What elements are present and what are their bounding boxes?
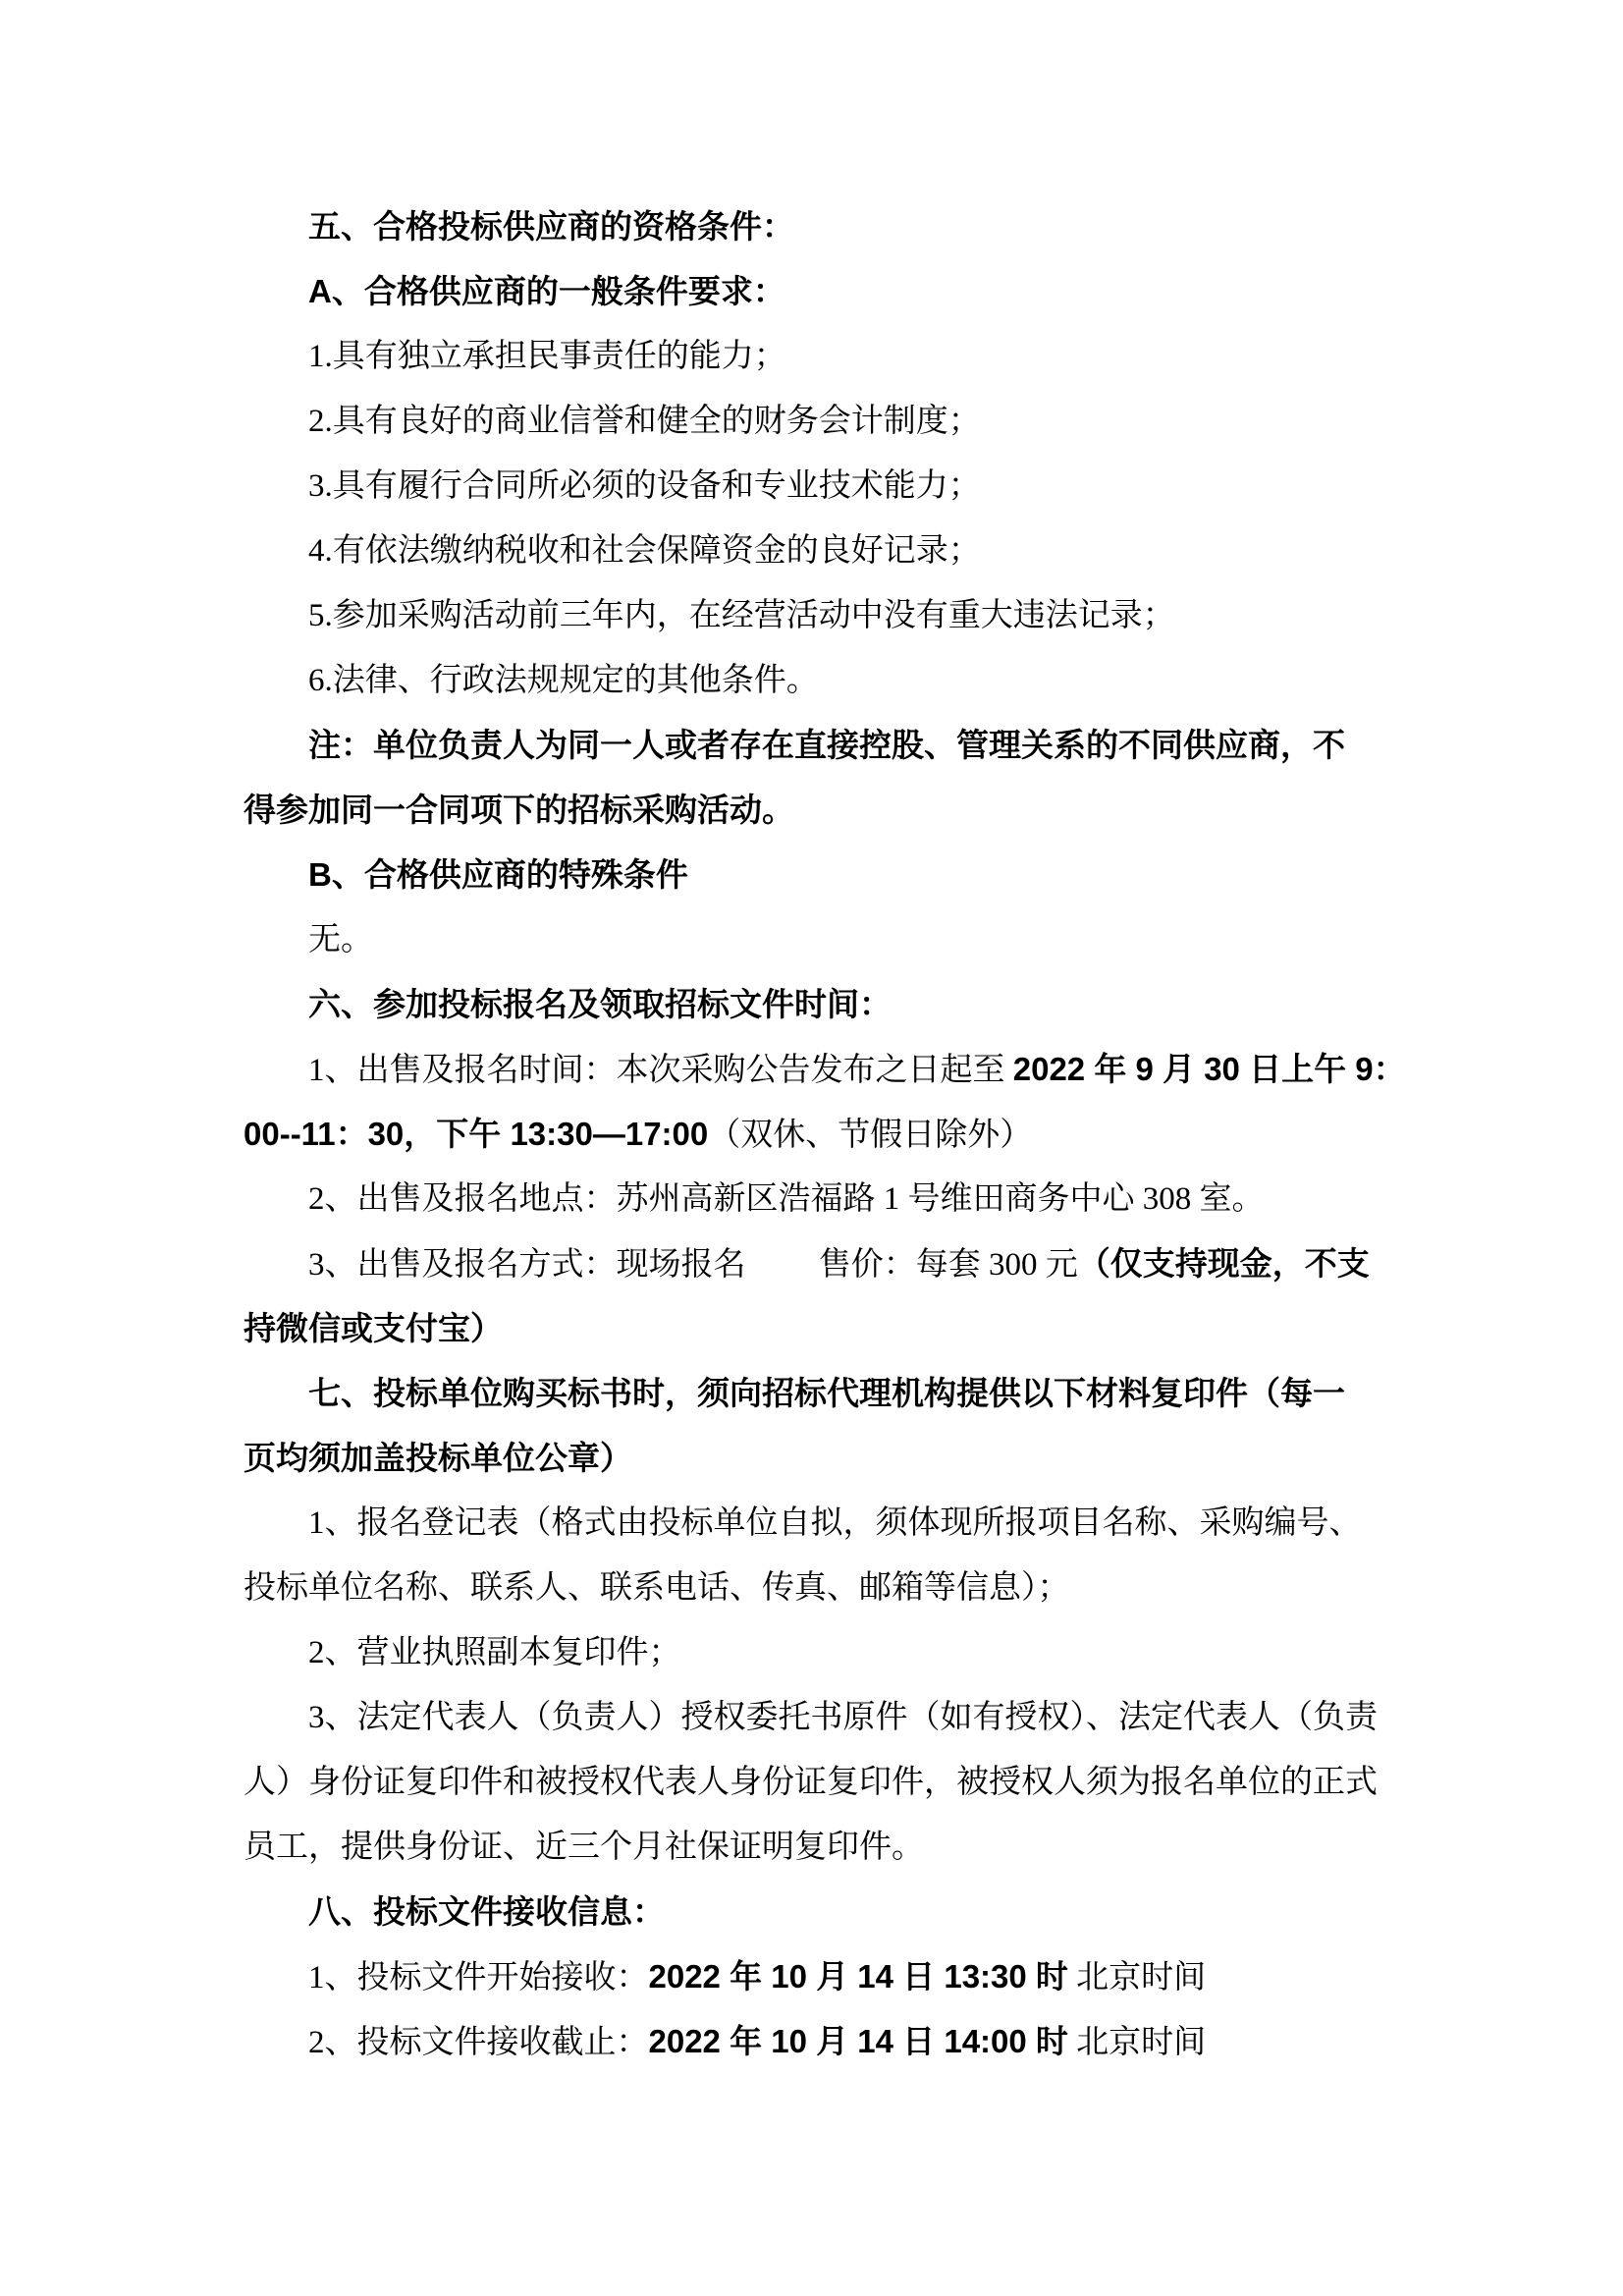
text-segment: （双休、节假日除外） [708, 1118, 1033, 1153]
text-line [243, 1685, 1471, 1750]
text-line [243, 1750, 1471, 1815]
text-line [243, 713, 1471, 778]
text-segment: 00--11：30，下午 13:30—17:00 [243, 1116, 709, 1152]
text-line [243, 1556, 1471, 1620]
text-segment: （仅支持现金，不支 [1077, 1245, 1370, 1282]
text-line [243, 1167, 1471, 1231]
text-line [243, 1426, 1471, 1491]
text-segment: 五、合格投标供应商的资格条件： [308, 208, 794, 245]
text-line [243, 648, 1471, 713]
text-line [243, 1944, 1471, 2009]
text-segment: 得参加同一合同项下的招标采购活动。 [243, 792, 794, 828]
text-segment: 人）身份证复印件和被授权代表人身份证复印件，被授权人须为报名单位的正式 [243, 1765, 1378, 1800]
text-segment: 北京时间 [1067, 1960, 1207, 1995]
text-line [243, 194, 1471, 259]
text-segment: 页均须加盖投标单位公章） [243, 1440, 632, 1476]
text-segment: 3.具有履行合同所必须的设备和专业技术能力； [308, 468, 981, 504]
text-segment: 2、营业执照副本复印件； [308, 1635, 681, 1670]
text-segment: 2022 年 10 月 14 日 14:00 时 [648, 2023, 1068, 2059]
text-segment: 持微信或支付宝） [243, 1310, 503, 1346]
text-segment: 六、参加投标报名及领取招标文件时间： [308, 986, 892, 1022]
text-segment: 七、投标单位购买标书时，须向招标代理机构提供以下材料复印件（每一 [308, 1375, 1345, 1411]
text-segment: 2022 年 9 月 30 日上午 9： [1012, 1051, 1406, 1087]
text-line [243, 843, 1471, 907]
text-segment: 2、出售及报名地点：苏州高新区浩福路 1 号维田商务中心 308 室。 [308, 1181, 1265, 1217]
text-segment: 2022 年 10 月 14 日 13:30 时 [648, 1958, 1068, 1995]
text-segment: 北京时间 [1067, 2025, 1207, 2060]
text-segment: B、合格供应商的特殊条件 [308, 856, 688, 893]
text-segment: 6.法律、行政法规规定的其他条件。 [308, 663, 819, 698]
text-line [243, 454, 1471, 519]
text-line [243, 1296, 1471, 1361]
text-segment: 八、投标文件接收信息： [308, 1893, 665, 1930]
text-line [243, 389, 1471, 454]
text-line [243, 778, 1471, 843]
text-segment: 5.参加采购活动前三年内，在经营活动中没有重大违法记录； [308, 598, 1175, 633]
text-segment: 3、出售及报名方式：现场报名 售价：每套 300 元 [308, 1247, 1078, 1283]
document-body [243, 194, 1471, 2074]
text-segment: 1、报名登记表（格式由投标单位自拟，须体现所报项目名称、采购编号、 [308, 1505, 1362, 1541]
text-segment: 注：单位负责人为同一人或者存在直接控股、管理关系的不同供应商，不 [308, 727, 1345, 763]
text-line [243, 583, 1471, 648]
text-line [243, 1037, 1471, 1102]
text-segment: 3、法定代表人（负责人）授权委托书原件（如有授权）、法定代表人（负责 [308, 1700, 1378, 1735]
text-line [243, 324, 1471, 389]
text-segment: 1、出售及报名时间：本次采购公告发布之日起至 [308, 1053, 1013, 1088]
text-segment: 2.具有良好的商业信誉和健全的财务会计制度； [308, 404, 981, 439]
text-segment: 4.有依法缴纳税收和社会保障资金的良好记录； [308, 533, 981, 569]
text-segment: 投标单位名称、联系人、联系电话、传真、邮箱等信息）； [243, 1570, 1070, 1606]
text-segment: 2、投标文件接收截止： [308, 2025, 649, 2060]
text-line [243, 519, 1471, 583]
text-line [243, 1880, 1471, 1944]
text-line [243, 1620, 1471, 1685]
text-segment: 1、投标文件开始接收： [308, 1960, 649, 1995]
text-line [243, 1491, 1471, 1556]
text-segment: A、合格供应商的一般条件要求： [308, 273, 785, 309]
text-line [243, 2009, 1471, 2074]
text-line [243, 1231, 1471, 1296]
text-line [243, 972, 1471, 1037]
text-line [243, 1361, 1471, 1426]
text-segment: 无。 [308, 922, 373, 957]
text-segment: 员工，提供身份证、近三个月社保证明复印件。 [243, 1830, 924, 1865]
text-line [243, 907, 1471, 972]
text-line [243, 1815, 1471, 1880]
text-segment: 1.具有独立承担民事责任的能力； [308, 339, 786, 374]
text-line [243, 259, 1471, 324]
text-line [243, 1102, 1471, 1167]
